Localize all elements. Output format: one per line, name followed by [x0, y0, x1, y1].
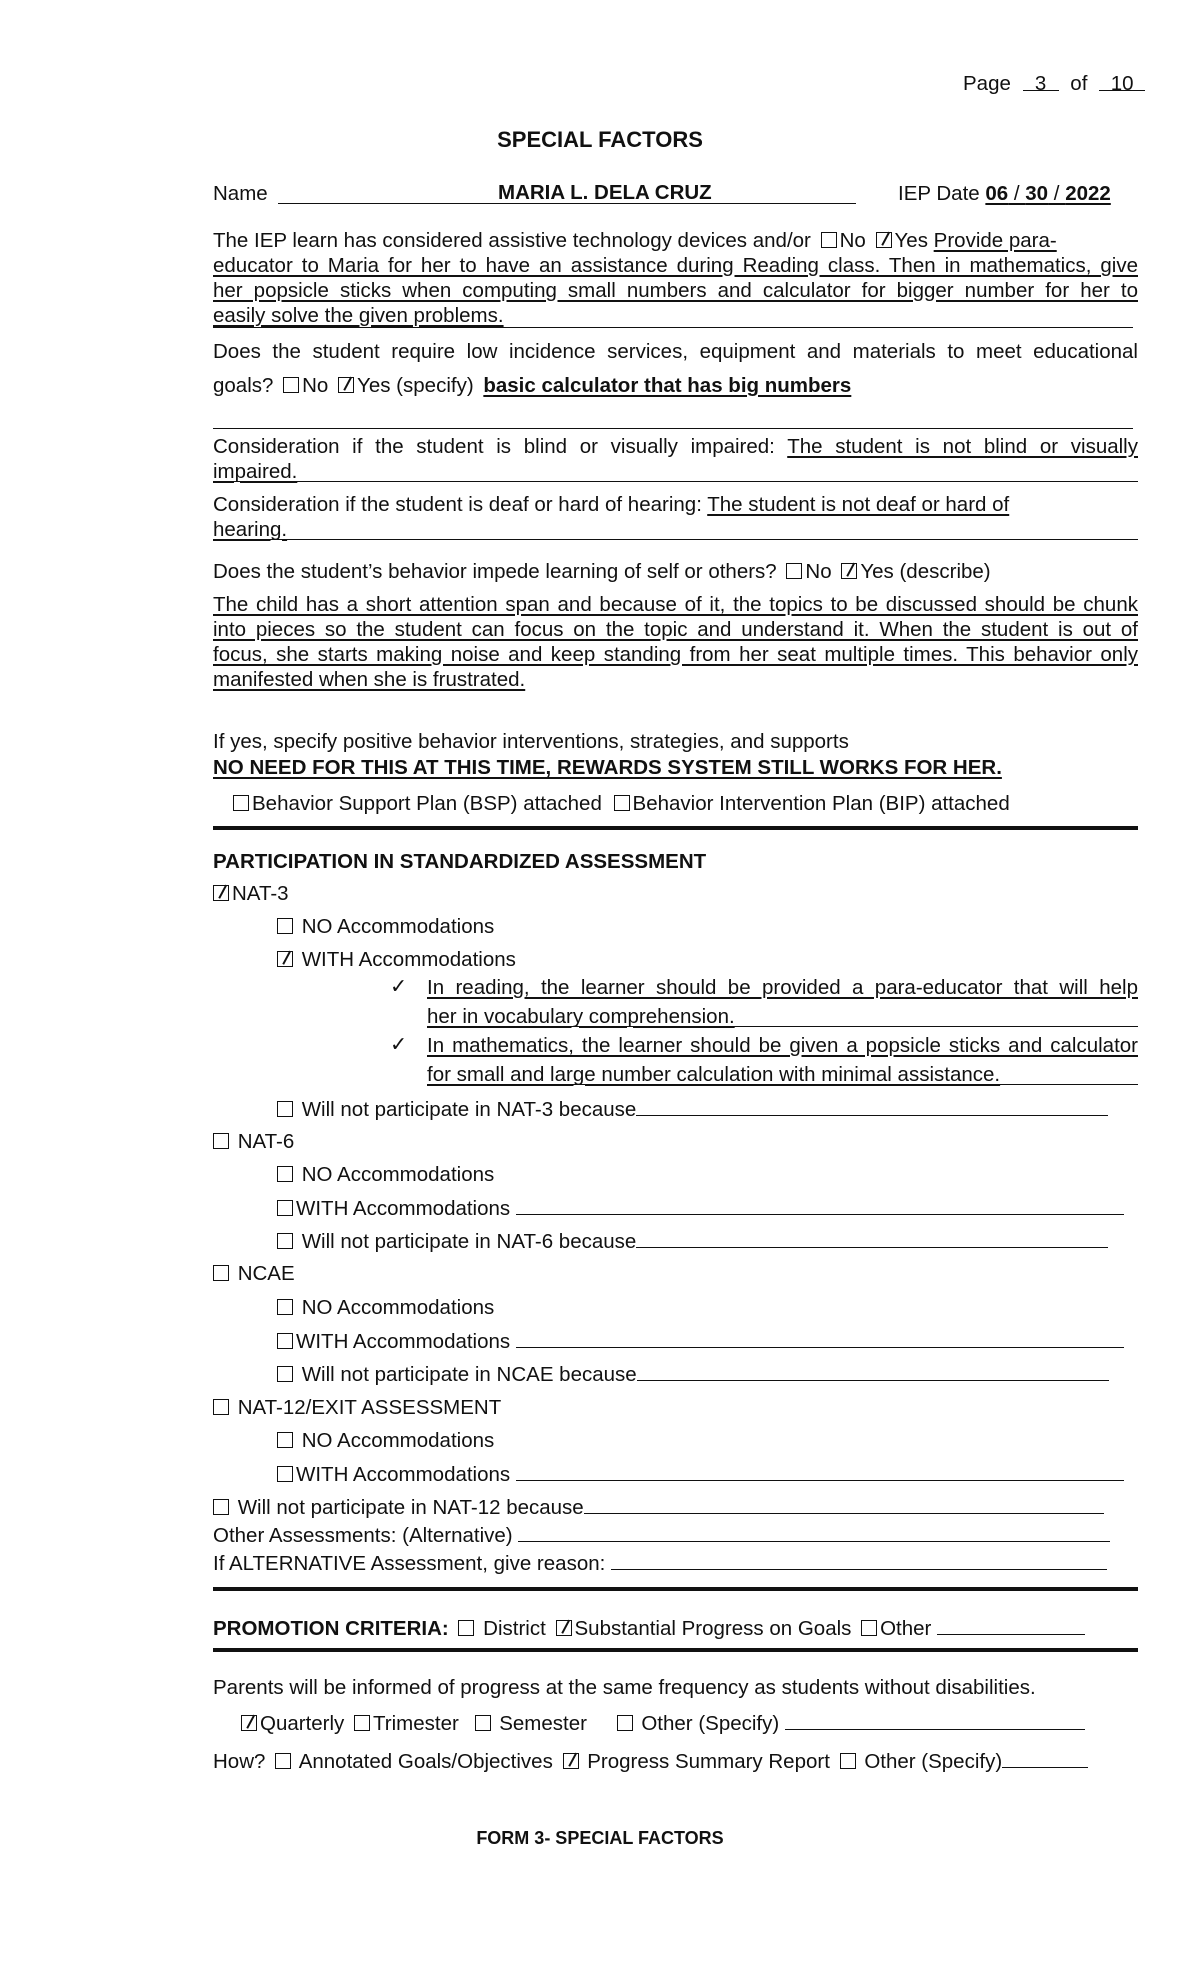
- iep-form-page: Page 3 of 10 SPECIAL FACTORS Name MARIA L. DELA CRUZ IEP Date 06 / 30 / 2022 The IEP learn has considered assistive technology devices and/or No Yes Provide para- educator to Maria for her to have an assistance during Reading class. Then in mathematics, give her popsicle sticks when computing small numbers and calculator for bigger number for her to easily solve the given problems. Does the student require low incidence services, equipment and materials to meet educational goals? No Yes (specify) basic calculator that has big numbers Consideration if the student is blind or visually impaired: The student is not blind or visually impaired. Consideration if the student is deaf or hard of hearing: The student is not deaf or hard of hearing. Does the student’s behavior impede learning of self or others? No Yes (describe) The child has a short attention span and because of it, the topics to be discussed should be chunk into pieces so the student can focus on the topic and understand it. When the student is out of focus, she starts making noise and keep standing from her seat multiple times. This behavior only manifested when she is frustrated. If yes, specify positive behavior interventions, strategies, and supports NO NEED FOR THIS AT THIS TIME, REWARDS SYSTEM STILL WORKS FOR HER. Behavior Support Plan (BSP) attached Behavior Intervention Plan (BIP) attached PARTICIPATION IN STANDARDIZED ASSESSMENT NAT-3 NO Accommodations WITH Accommodations ✓ In reading, the learner should be provided a para-educator that will help her in vocabulary comprehension. ✓ In mathematics, the learner should be given a popsicle sticks and calculator for small and large number calculation with minimal assistance. Will not participate in NAT-3 because NAT-6 NO Accommodations WITH Accommodations Will not participate in NAT-6 because NCAE NO Accommodations WITH Accommodations Will not participate in NCAE because NAT-12/EXIT ASSESSMENT NO Accommodations WITH Accommodations Will not participate in NAT-12 because Other Assessments: (Alternative) If ALTERNATIVE Assessment, give reason: PROMOTION CRITERIA: District Substantial Progress on Goals Other Parents will be informed of progress at the same frequency as students without disabilities. Quarterly Trimester Semester Other (Specify) How? Annotated Goals/Objectives Progress Summary Report Other (Specify) FORM 3- SPECIAL FACTORS: [0, 0, 1200, 1976]
- bip-checkbox[interactable]: [614, 795, 630, 811]
- interventions-label: If yes, specify positive behavior interventions, strategies, and supports: [213, 730, 849, 753]
- ncae-with-acc-checkbox[interactable]: [277, 1333, 293, 1349]
- form-footer: FORM 3- SPECIAL FACTORS: [476, 1828, 724, 1848]
- ncae-checkbox[interactable]: [213, 1265, 229, 1281]
- ncae-option: NCAE: [213, 1262, 295, 1286]
- nat3-no-accommodations: NO Accommodations: [277, 915, 494, 939]
- accommodation-item-1: In reading, the learner should be provided a para-educator that will help: [427, 976, 1138, 999]
- behavior-yes-checkbox[interactable]: [841, 563, 857, 579]
- iep-date-year[interactable]: 2022: [1065, 182, 1111, 205]
- promotion-criteria: PROMOTION CRITERIA: District Substantial Progress on Goals Other: [213, 1616, 1085, 1641]
- promotion-other-checkbox[interactable]: [861, 1620, 877, 1636]
- student-name[interactable]: MARIA L. DELA CRUZ: [498, 181, 712, 204]
- accommodation-item-2: In mathematics, the learner should be given a popsicle sticks and calculator: [427, 1034, 1138, 1057]
- frequency-other-checkbox[interactable]: [617, 1715, 633, 1731]
- nat12-with-acc-checkbox[interactable]: [277, 1466, 293, 1482]
- blind-rule: [213, 481, 1138, 482]
- trimester-checkbox[interactable]: [354, 1715, 370, 1731]
- nat12-not-participate: Will not participate in NAT-12 because: [213, 1495, 1104, 1520]
- name-label: Name: [213, 182, 268, 205]
- progress-summary-checkbox[interactable]: [563, 1753, 579, 1769]
- ncae-not-checkbox[interactable]: [277, 1366, 293, 1382]
- substantial-progress-checkbox[interactable]: [556, 1620, 572, 1636]
- assistive-answer-line: her popsicle sticks when computing small numbers and calculator for bigger number for her to: [213, 279, 1138, 302]
- deaf-answer: The student is not deaf or hard of: [707, 493, 1010, 516]
- deaf-section: Consideration if the student is deaf or hard of hearing: The student is not deaf or hard of: [213, 493, 1010, 516]
- assistive-answer-line: easily solve the given problems.: [213, 304, 504, 327]
- assistive-answer-line: educator to Maria for her to have an assistance during Reading class. Then in mathematics, give: [213, 254, 1138, 277]
- nat3-checkbox[interactable]: [213, 885, 229, 901]
- ncae-no-accommodations: NO Accommodations: [277, 1296, 494, 1320]
- method-other-checkbox[interactable]: [840, 1753, 856, 1769]
- page-current: 3: [1023, 72, 1059, 91]
- blind-section: Consideration if the student is blind or visually impaired: The student is not blind or visually impaired.: [213, 435, 1138, 483]
- nat6-with-acc-checkbox[interactable]: [277, 1200, 293, 1216]
- low-incidence-no-checkbox[interactable]: [283, 377, 299, 393]
- behavior-plans: Behavior Support Plan (BSP) attached Behavior Intervention Plan (BIP) attached: [233, 792, 1010, 816]
- page-title: SPECIAL FACTORS: [497, 127, 703, 152]
- low-incidence-section: Does the student require low incidence services, equipment and materials to meet educational: [213, 340, 1138, 363]
- section-divider: [213, 1587, 1138, 1591]
- iep-date: IEP Date 06 / 30 / 2022: [898, 182, 1111, 205]
- nat3-not-checkbox[interactable]: [277, 1101, 293, 1117]
- annotated-goals-checkbox[interactable]: [275, 1753, 291, 1769]
- nat12-with-accommodations: WITH Accommodations: [277, 1462, 1124, 1487]
- alternative-reason: If ALTERNATIVE Assessment, give reason:: [213, 1551, 1107, 1576]
- semester-checkbox[interactable]: [475, 1715, 491, 1731]
- nat12-checkbox[interactable]: [213, 1399, 229, 1415]
- ncae-no-acc-checkbox[interactable]: [277, 1299, 293, 1315]
- behavior-no-checkbox[interactable]: [786, 563, 802, 579]
- progress-method: How? Annotated Goals/Objectives Progress Summary Report Other (Specify): [213, 1749, 1088, 1774]
- district-checkbox[interactable]: [458, 1620, 474, 1636]
- deaf-rule: [213, 539, 1138, 540]
- nat3-with-acc-checkbox[interactable]: [277, 951, 293, 967]
- behavior-question: Does the student’s behavior impede learning of self or others? No Yes (describe): [213, 560, 991, 583]
- progress-frequency: Quarterly Trimester Semester Other (Specify): [241, 1711, 1085, 1736]
- low-incidence-yes-checkbox[interactable]: [338, 377, 354, 393]
- ncae-with-accommodations: WITH Accommodations: [277, 1329, 1124, 1354]
- nat3-no-acc-checkbox[interactable]: [277, 918, 293, 934]
- page-total: 10: [1099, 72, 1145, 91]
- nat6-not-participate: Will not participate in NAT-6 because: [277, 1229, 1108, 1254]
- blind-answer: The student is not blind or visually: [787, 435, 1138, 458]
- nat12-option: NAT-12/EXIT ASSESSMENT: [213, 1396, 501, 1420]
- interventions-answer: NO NEED FOR THIS AT THIS TIME, REWARDS SYSTEM STILL WORKS FOR HER.: [213, 756, 1002, 779]
- low-incidence-extra-line: [213, 428, 1133, 429]
- iep-date-month[interactable]: 06: [985, 182, 1009, 205]
- assistive-answer-start: Provide para-: [933, 229, 1057, 252]
- page-number: Page 3 of 10: [963, 72, 1145, 96]
- nat3-option: NAT-3: [213, 882, 289, 906]
- check-mark-icon: ✓: [390, 975, 408, 998]
- nat12-not-checkbox[interactable]: [213, 1499, 229, 1515]
- nat6-option: NAT-6: [213, 1130, 294, 1154]
- behavior-description: The child has a short attention span and because of it, the topics to be discussed should be chunk into pieces so the student can focus on the topic and understand it. When the student is out of focus, she starts making noise and keep standing from her seat multiple times. This behavior only manifested when she is frustrated.: [213, 593, 1138, 691]
- nat3-not-participate: Will not participate in NAT-3 because: [277, 1097, 1108, 1122]
- nat6-no-acc-checkbox[interactable]: [277, 1166, 293, 1182]
- assistive-no-checkbox[interactable]: [821, 232, 837, 248]
- section-divider: [213, 826, 1138, 830]
- nat6-with-accommodations: WITH Accommodations: [277, 1196, 1124, 1221]
- progress-statement: Parents will be informed of progress at the same frequency as students without disabilities.: [213, 1676, 1036, 1699]
- section-divider: [213, 1648, 1138, 1652]
- nat6-checkbox[interactable]: [213, 1133, 229, 1149]
- nat3-with-accommodations: WITH Accommodations: [277, 948, 516, 972]
- nat6-not-checkbox[interactable]: [277, 1233, 293, 1249]
- assistive-yes-checkbox[interactable]: [876, 232, 892, 248]
- other-assessments: Other Assessments: (Alternative): [213, 1523, 1110, 1548]
- nat12-no-acc-checkbox[interactable]: [277, 1432, 293, 1448]
- iep-date-day[interactable]: 30: [1025, 182, 1049, 205]
- ncae-not-participate: Will not participate in NCAE because: [277, 1362, 1109, 1387]
- nat6-no-accommodations: NO Accommodations: [277, 1163, 494, 1187]
- bsp-checkbox[interactable]: [233, 795, 249, 811]
- check-mark-icon: ✓: [390, 1033, 408, 1056]
- assessment-heading: PARTICIPATION IN STANDARDIZED ASSESSMENT: [213, 850, 707, 873]
- quarterly-checkbox[interactable]: [241, 1715, 257, 1731]
- assistive-answer-rule: [213, 327, 1133, 328]
- assistive-technology-section: The IEP learn has considered assistive technology devices and/or No Yes Provide para- educator to Maria for her to have an assistance during Reading class. Then in mathematics, give her popsicle sticks when computing small numbers and calculator for bigger number for her to easily solve the given problems.: [213, 229, 1138, 327]
- low-incidence-answer[interactable]: basic calculator that has big numbers: [483, 374, 852, 397]
- nat12-no-accommodations: NO Accommodations: [277, 1429, 494, 1453]
